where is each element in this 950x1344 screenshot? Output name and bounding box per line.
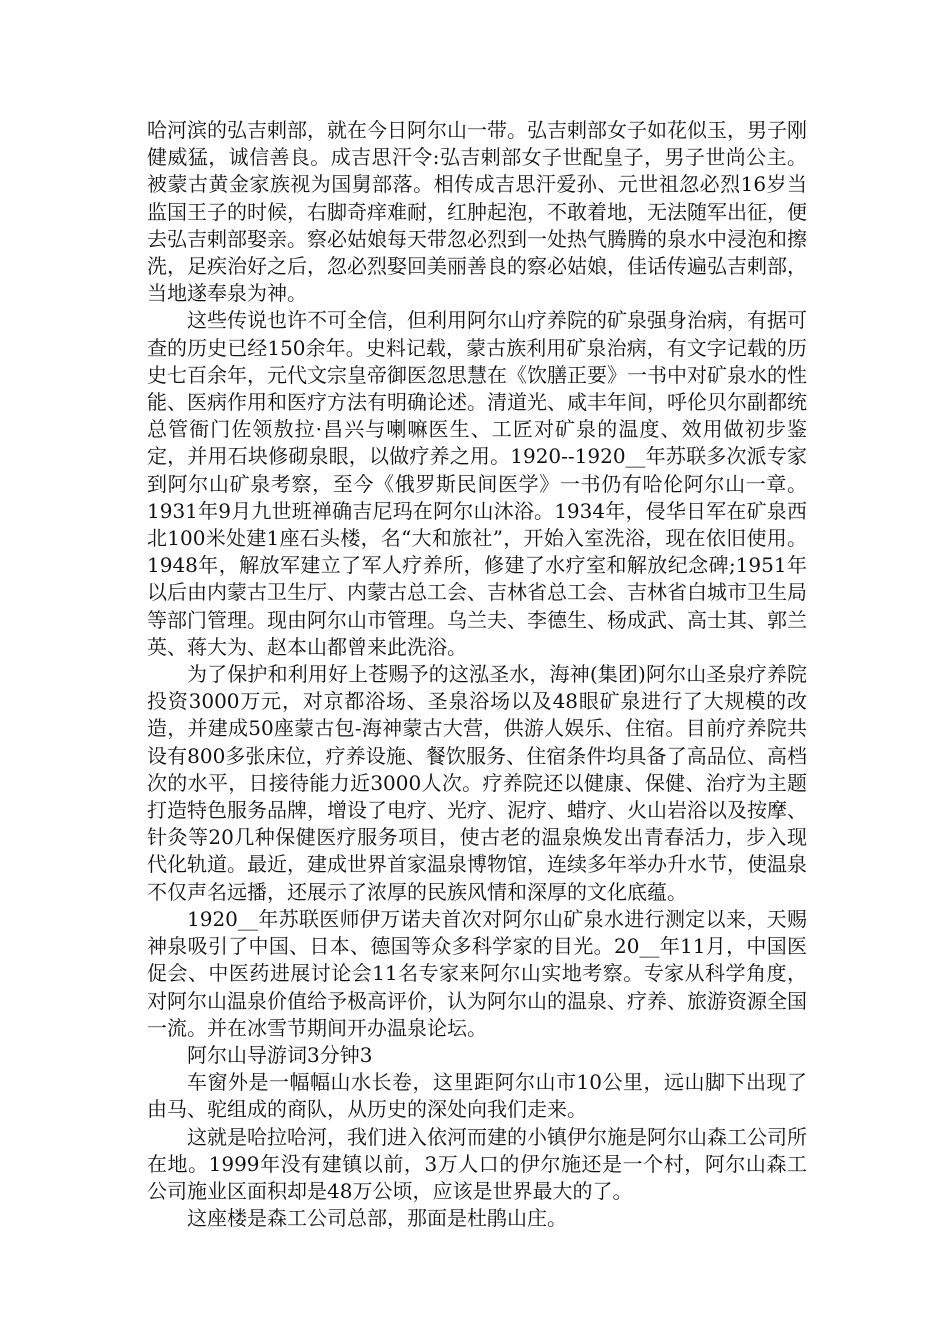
document-body xyxy=(147,117,807,1232)
paragraph: 这些传说也许不可全信，但利用阿尔山疗养院的矿泉强身治病，有据可查的历史已经150余年。史料记载，蒙古族利用矿泉治病，有文字记载的历史七百余年，元代文宗皇帝御医忽思慧在《饮膳正要》一书中对矿泉水的性能、医病作用和医疗方法有明确论述。清道光、咸丰年间，呼伦贝尔副都统总管衙门佐领敖拉·昌兴与喇嘛医生、工匠对矿泉的温度、效用做初步鉴定，并用石块修砌泉眼，以做疗养之用。1920--1920__年苏联多次派专家到阿尔山矿泉考察，至今《俄罗斯民间医学》一书仍有哈伦阿尔山一章。1931年9月九世班禅确吉尼玛在阿尔山沐浴。1934年，侵华日军在矿泉西北100米处建1座石头楼，名“大和旅社”，开始入室洗浴，现在依旧使用。1948年，解放军建立了军人疗养所，修建了水疗室和解放纪念碑;1951年以后由内蒙古卫生厅、内蒙古总工会、吉林省总工会、吉林省白城市卫生局等部门管理。现由阿尔山市管理。乌兰夫、李德生、杨成武、高士其、郭兰英、蒋大为、赵本山都曾来此洗浴。 xyxy=(147,308,807,659)
paragraph-continued: 哈河滨的弘吉剌部，就在今日阿尔山一带。弘吉剌部女子如花似玉，男子刚健威猛，诚信善良。成吉思汗令:弘吉剌部女子世配皇子，男子世尚公主。被蒙古黄金家族视为国舅部落。相传成吉思汗爱孙、元世祖忽必烈16岁当监国王子的时候，右脚奇痒难耐，红肿起泡，不敢着地，无法随军出征，便去弘吉剌部娶亲。察必姑娘每天带忽必烈到一处热气腾腾的泉水中浸泡和擦洗，足疾治好之后，忽必烈娶回美丽善良的察必姑娘，佳话传遍弘吉剌部，当地遂奉泉为神。 xyxy=(147,118,807,306)
paragraph: 为了保护和利用好上苍赐予的这泓圣水，海神(集团)阿尔山圣泉疗养院投资3000万元，对京都浴场、圣泉浴场以及48眼矿泉进行了大规模的改造，并建成50座蒙古包-海神蒙古大营，供游人娱乐、住宿。目前疗养院共设有800多张床位，疗养设施、餐饮服务、住宿条件均具备了高品位、高档次的水平，日接待能力近3000人次。疗养院还以健康、保健、治疗为主题打造特色服务品牌，增设了电疗、光疗、泥疗、蜡疗、火山岩浴以及按摩、针灸等20几种保健医疗服务项目，使古老的温泉焕发出青春活力，步入现代化轨道。最近，建成世界首家温泉博物馆，连续多年举办升水节，使温泉不仅声名远播，还展示了浓厚的民族风情和深厚的文化底蕴。 xyxy=(147,662,807,904)
paragraph: 车窗外是一幅幅山水长卷，这里距阿尔山市10公里，远山脚下出现了由马、驼组成的商队，从历史的深处向我们走来。 xyxy=(147,1070,807,1122)
paragraph: 1920__年苏联医师伊万诺夫首次对阿尔山矿泉水进行测定以来，天赐神泉吸引了中国、日本、德国等众多科学家的目光。20__年11月，中国医促会、中医药进展讨论会11名专家来阿尔山实地考察。专家从科学角度，对阿尔山温泉价值给予极高评价，认为阿尔山的温泉、疗养、旅游资源全国一流。并在冰雪节期间开办温泉论坛。 xyxy=(147,906,807,1040)
paragraph: 这座楼是森工公司总部，那面是杜鹃山庄。 xyxy=(187,1206,567,1231)
section-heading: 阿尔山导游词3分钟3 xyxy=(187,1042,373,1067)
paragraph: 这就是哈拉哈河，我们进入依河而建的小镇伊尔施是阿尔山森工公司所在地。1999年没有建镇以前，3万人口的伊尔施还是一个村，阿尔山森工公司施业区面积却是48万公顷，应该是世界最大的了。 xyxy=(147,1124,807,1203)
